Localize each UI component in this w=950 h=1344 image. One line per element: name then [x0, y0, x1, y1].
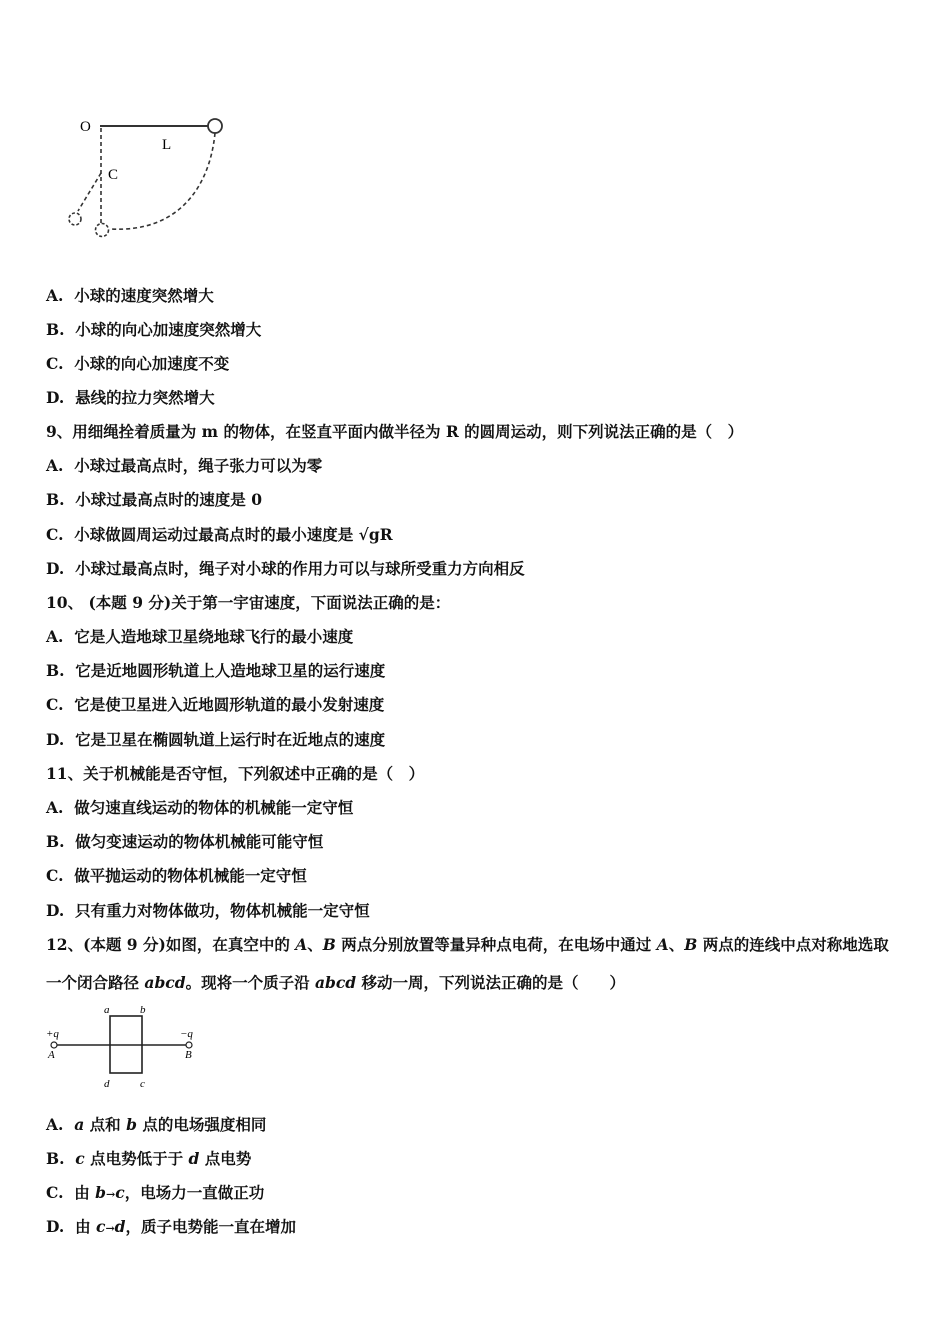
- q11-stem: 11、关于机械能是否守恒，下列叙述中正确的是（ ）: [46, 764, 425, 783]
- q10-option-a: A. 它是人造地球卫星绕地球飞行的最小速度: [46, 627, 354, 646]
- ball-start: [208, 119, 222, 133]
- q11-option-b: B. 做匀变速运动的物体机械能可能守恒: [46, 832, 324, 851]
- q11-option-c: C. 做平抛运动的物体机械能一定守恒: [46, 866, 307, 885]
- q9-option-a: A. 小球过最高点时，绳子张力可以为零: [46, 456, 323, 475]
- label-c: C: [108, 167, 119, 183]
- q10-option-d: D. 它是卫星在椭圆轨道上运行时在近地点的速度: [46, 730, 386, 749]
- q11-option-d: D. 只有重力对物体做功，物体机械能一定守恒: [46, 901, 370, 920]
- q12-option-c: C. 由 b→c，电场力一直做正功: [46, 1183, 265, 1202]
- q8-option-d: D. 悬线的拉力突然增大: [46, 388, 215, 407]
- q9-option-c: C. 小球做圆周运动过最高点时的最小速度是 √gR: [46, 525, 393, 544]
- ball-left: [69, 213, 81, 225]
- q8-option-b: B. 小球的向心加速度突然增大: [46, 320, 262, 339]
- charge-a-point: [51, 1042, 57, 1048]
- short-string-dashed: [78, 173, 101, 211]
- q10-stem: 10、 (本题 9 分)关于第一宇宙速度，下面说法正确的是：: [46, 593, 451, 612]
- q9-stem: 9、用细绳拴着质量为 m 的物体，在竖直平面内做半径为 R 的圆周运动，则下列说法正确的是（ ）: [46, 422, 744, 441]
- label-o: O: [80, 119, 91, 135]
- q9-option-d: D. 小球过最高点时，绳子对小球的作用力可以与球所受重力方向相反: [46, 559, 525, 578]
- label-minus-q: −q: [180, 1028, 193, 1040]
- pendulum-figure: [60, 105, 250, 250]
- q12-stem-line2: 一个闭合路径 abcd。现将一个质子沿 abcd 移动一周，下列说法正确的是（ ）: [46, 973, 626, 992]
- label-l: L: [162, 137, 172, 153]
- q12-option-a: A. a 点和 b 点的电场强度相同: [46, 1115, 267, 1134]
- q12-option-d: D. 由 c→d，质子电势能一直在增加: [46, 1217, 297, 1236]
- charges-figure: [40, 1000, 210, 1092]
- charge-b-point: [186, 1042, 192, 1048]
- label-b-lower: b: [140, 1004, 146, 1016]
- label-a-upper: A: [48, 1049, 55, 1061]
- q12-stem-line1: 12、(本题 9 分)如图，在真空中的 A、B 两点分别放置等量异种点电荷，在电场中通过 A、B 两点的连线中点对称地选取: [46, 935, 889, 954]
- ball-bottom: [96, 224, 109, 237]
- q11-option-a: A. 做匀速直线运动的物体的机械能一定守恒: [46, 798, 354, 817]
- label-d-lower: d: [104, 1078, 110, 1090]
- q12-option-b: B. c 点电势低于于 d 点电势: [46, 1149, 252, 1168]
- q9-option-b: B. 小球过最高点时的速度是 0: [46, 490, 262, 509]
- label-b-upper: B: [185, 1049, 192, 1061]
- q8-option-a: A. 小球的速度突然增大: [46, 286, 214, 305]
- label-a-lower: a: [104, 1004, 110, 1016]
- q8-option-c: C. 小球的向心加速度不变: [46, 354, 230, 373]
- q10-option-c: C. 它是使卫星进入近地圆形轨道的最小发射速度: [46, 695, 385, 714]
- q10-option-b: B. 它是近地圆形轨道上人造地球卫星的运行速度: [46, 661, 386, 680]
- label-plus-q: +q: [46, 1028, 59, 1040]
- label-c-lower: c: [140, 1078, 145, 1090]
